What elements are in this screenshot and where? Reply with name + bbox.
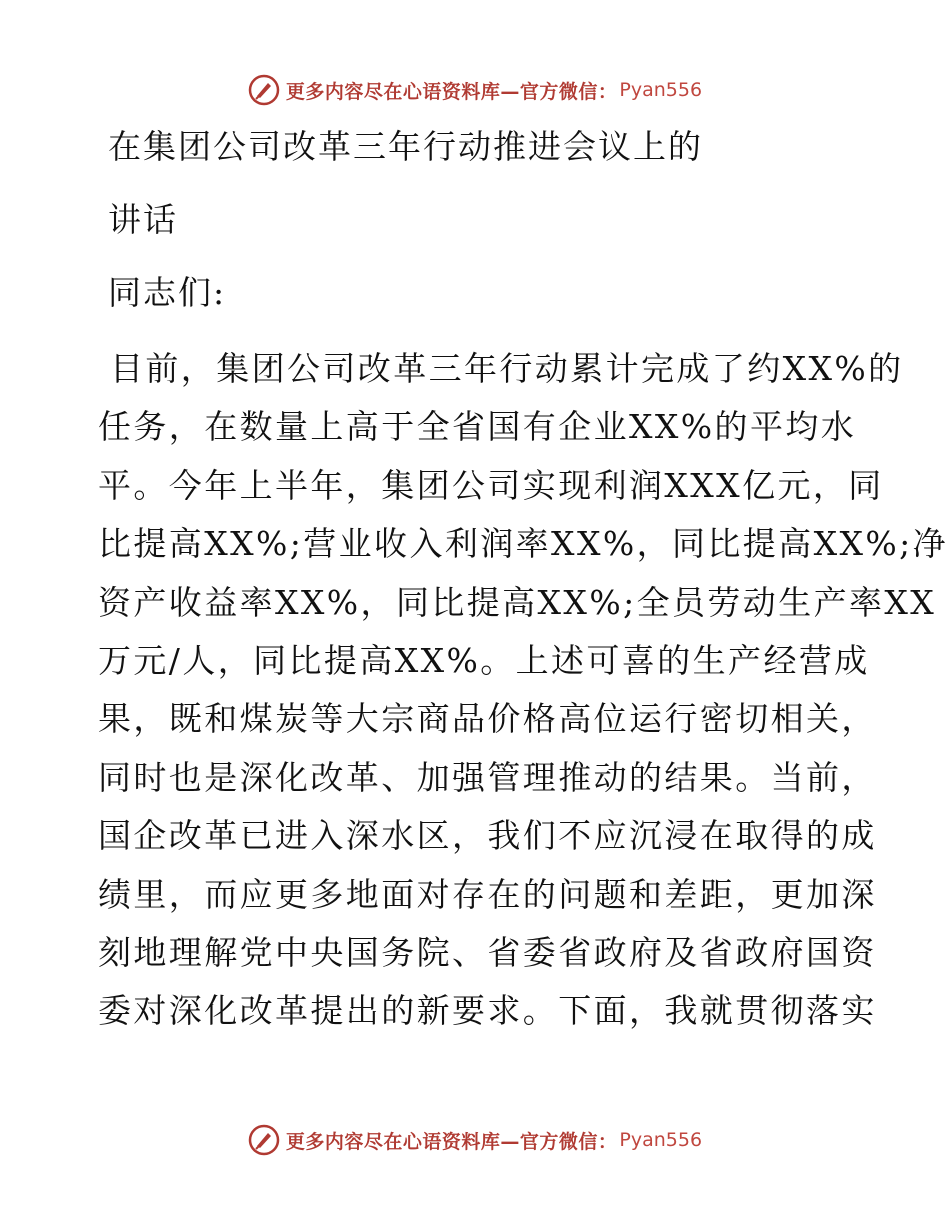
quill-logo-icon <box>248 74 280 106</box>
salutation: 同志们: <box>108 273 227 312</box>
paragraph-line: 同时也是深化改革、加强管理推动的结果。当前， <box>98 757 877 797</box>
paragraph-line: 任务，在数量上高于全省国有企业XX%的平均水 <box>98 407 857 447</box>
document-title-line-2: 讲话 <box>108 200 178 239</box>
paragraph-line: 平。今年上半年，集团公司实现利润XXX亿元，同 <box>98 465 884 505</box>
paragraph-line: 资产收益率XX%，同比提高XX%;全员劳动生产率XX <box>98 582 937 622</box>
body-paragraph <box>98 344 949 1045</box>
watermark-handle: Pyan556 <box>619 79 703 101</box>
paragraph-line: 万元/人，同比提高XX%。上述可喜的生产经营成 <box>98 640 870 680</box>
paragraph-line: 果，既和煤炭等大宗商品价格高位运行密切相关， <box>98 699 877 739</box>
paragraph-line: 绩里，而应更多地面对存在的问题和差距，更加深 <box>98 874 877 914</box>
quill-logo-icon <box>248 1124 280 1156</box>
watermark-text: 更多内容尽在心语资料库—官方微信： <box>285 80 618 103</box>
watermark-banner-bottom <box>0 1120 950 1160</box>
paragraph-line: 委对深化改革提出的新要求。下面，我就贯彻落实 <box>98 991 877 1031</box>
watermark-handle: Pyan556 <box>619 1129 703 1151</box>
document-title-line-1: 在集团公司改革三年行动推进会议上的 <box>108 127 703 166</box>
watermark-banner-top <box>0 70 950 110</box>
watermark-text: 更多内容尽在心语资料库—官方微信： <box>285 1130 618 1153</box>
paragraph-line: 刻地理解党中央国务院、省委省政府及省政府国资 <box>98 932 877 972</box>
paragraph-line: 目前，集团公司改革三年行动累计完成了约XX%的 <box>110 349 904 388</box>
paragraph-line: 比提高XX%;营业收入利润率XX%，同比提高XX%;净 <box>98 524 949 564</box>
paragraph-line: 国企改革已进入深水区，我们不应沉浸在取得的成 <box>98 816 877 856</box>
